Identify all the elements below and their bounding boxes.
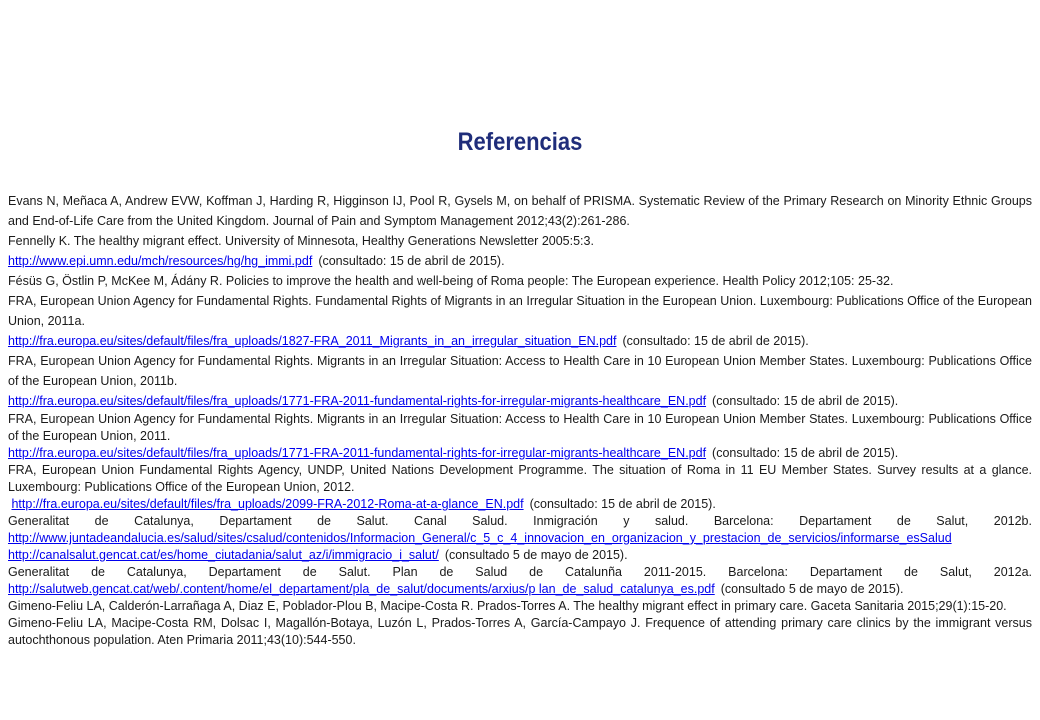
- consulted-note: (consultado: 15 de abril de 2015).: [529, 497, 716, 511]
- reference-link-epi-umn[interactable]: http://www.epi.umn.edu/mch/resources/hg/hg_immi.pdf: [8, 254, 313, 268]
- reference-fra-roma-2012: FRA, European Union Fundamental Rights Agency, UNDP, United Nations Development Programme. The situation of Roma in 11 EU Member States. Survey results at a glance. Luxembourg: Publications Office of the European Union, 2012.: [8, 463, 1032, 494]
- reference-fra-2011a: FRA, European Union Agency for Fundamental Rights. Fundamental Rights of Migrants in an Irregular Situation in the European Union. Luxembourg: Publications Office of the European Union, 2011a.: [8, 294, 1032, 328]
- reference-fesus: Fésüs G, Östlin P, McKee M, Ádány R. Policies to improve the health and well-being of Roma people: The European experience. Health Policy 2012;105: 25-32.: [8, 274, 894, 288]
- reference-link-line: [8, 496, 1032, 513]
- reference-generalitat-2012b: Generalitat de Catalunya, Departament de Salut. Canal Salud. Inmigración y salud. Barcelona: Departament de Salut, 2012b.: [8, 514, 1032, 528]
- reference-link-line: [8, 581, 1032, 598]
- reference-link-fra-1771[interactable]: http://fra.europa.eu/sites/default/files/fra_uploads/1771-FRA-2011-fundamental-rights-for-irregular-migrants-healthcare_EN.pdf: [8, 394, 707, 408]
- reference-link-salutweb[interactable]: http://salutweb.gencat.cat/web/.content/home/el_departament/pla_de_salut/documents/arxius/p lan_de_salud_catalunya_es.pdf: [8, 582, 715, 596]
- reference-link-juntadeandalucia[interactable]: http://www.juntadeandalucia.es/salud/sites/csalud/contenidos/Informacion_General/c_5_c_4_innovacion_en_organizacion_y_prestacion_de_servicios/informarse_esSalud: [8, 531, 952, 545]
- consulted-note: (consultado: 15 de abril de 2015).: [318, 254, 505, 268]
- page-title: Referencias: [457, 128, 583, 156]
- reference-link-line: [8, 391, 1032, 411]
- reference-list: [8, 191, 1032, 649]
- reference-fennelly: Fennelly K. The healthy migrant effect. University of Minnesota, Healthy Generations Newsletter 2005:5:3.: [8, 234, 594, 248]
- reference-generalitat-2012a: Generalitat de Catalunya, Departament de Salut. Plan de Salud de Catalunña 2011-2015. Barcelona: Departament de Salut, 2012a.: [8, 565, 1032, 579]
- reference-gimeno-2011: Gimeno-Feliu LA, Macipe-Costa RM, Dolsac I, Magallón-Botaya, Luzón L, Prados-Torres A, García-Campayo J. Frequence of attending primary care clinics by the immigrant versus autochthonous population. Aten Primaria 2011;43(10):544-550.: [8, 616, 1032, 647]
- reference-link-line: [8, 331, 1032, 351]
- consulted-note: (consultado: 15 de abril de 2015).: [712, 446, 899, 460]
- reference-link-line: [8, 547, 1032, 564]
- reference-link-fra-1827[interactable]: http://fra.europa.eu/sites/default/files/fra_uploads/1827-FRA_2011_Migrants_in_an_irregular_situation_EN.pdf: [8, 334, 617, 348]
- reference-link-line: [8, 445, 1032, 462]
- reference-evans: Evans N, Meñaca A, Andrew EVW, Koffman J, Harding R, Higginson IJ, Pool R, Gysels M, on behalf of PRISMA. Systematic Review of the Primary Research on Minority Ethnic Groups and End-of-Life Care from the United Kingdom. Journal of Pain and Symptom Management 2012;43(2):261-286.: [8, 194, 1032, 228]
- reference-fra-2011: FRA, European Union Agency for Fundamental Rights. Migrants in an Irregular Situation: Access to Health Care in 10 European Union Member States. Luxembourg: Publications Office of the European Union, 2011.: [8, 412, 1032, 443]
- reference-fra-2011b: FRA, European Union Agency for Fundamental Rights. Migrants in an Irregular Situation: Access to Health Care in 10 European Union Member States. Luxembourg: Publications Office of the European Union, 2011b.: [8, 354, 1032, 388]
- consulted-note: (consultado: 15 de abril de 2015).: [712, 394, 899, 408]
- consulted-note: (consultado 5 de mayo de 2015).: [444, 548, 628, 562]
- reference-link-fra-1771[interactable]: http://fra.europa.eu/sites/default/files/fra_uploads/1771-FRA-2011-fundamental-rights-for-irregular-migrants-healthcare_EN.pdf: [8, 446, 707, 460]
- consulted-note: (consultado 5 de mayo de 2015).: [720, 582, 904, 596]
- consulted-note: (consultado: 15 de abril de 2015).: [622, 334, 809, 348]
- reference-link-canalsalut[interactable]: http://canalsalut.gencat.cat/es/home_ciutadania/salut_az/i/immigracio_i_salut/: [8, 548, 439, 562]
- reference-link-line: [8, 251, 1032, 271]
- reference-gimeno-2015: Gimeno-Feliu LA, Calderón-Larrañaga A, Diaz E, Poblador-Plou B, Macipe-Costa R. Prados-Torres A. The healthy migrant effect in primary care. Gaceta Sanitaria 2015;29(1):15-20.: [8, 599, 1007, 613]
- reference-link-fra-2099[interactable]: http://fra.europa.eu/sites/default/files/fra_uploads/2099-FRA-2012-Roma-at-a-glance_EN.pdf: [11, 497, 524, 511]
- reference-link-line: [8, 530, 1032, 547]
